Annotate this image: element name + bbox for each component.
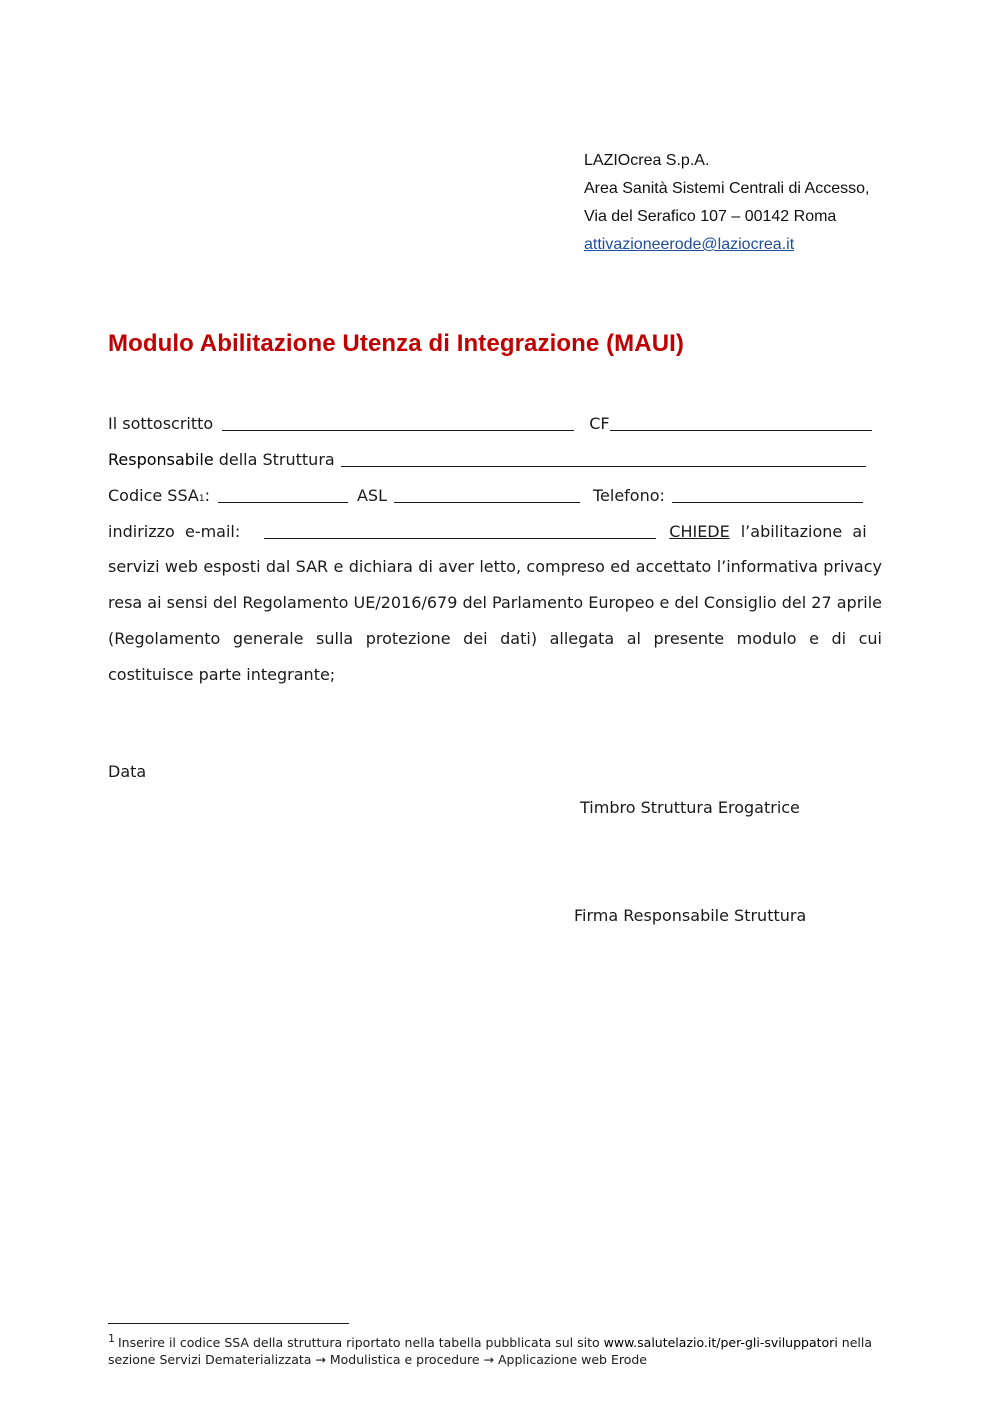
telefono-label: Telefono:: [592, 486, 665, 505]
cf-field[interactable]: [610, 414, 872, 431]
recipient-area: Area Sanità Sistemi Centrali di Accesso,: [584, 180, 870, 197]
recipient-street: Via del Serafico 107 – 00142 Roma: [584, 208, 837, 225]
signature-label: Firma Responsabile Struttura: [574, 906, 807, 925]
form-line-codes: Codice SSA 1 : ASL Telefono:: [108, 484, 882, 508]
codice-colon: :: [204, 486, 210, 505]
recipient-company: LAZIOcrea S.p.A.: [584, 152, 710, 169]
struttura-label: della Struttura: [218, 450, 335, 469]
email-label: indirizzo e-mail:: [108, 522, 241, 541]
chiede-label: CHIEDE: [669, 522, 730, 541]
email-field[interactable]: [264, 522, 656, 539]
asl-field[interactable]: [394, 486, 580, 503]
footnote-number: 1: [108, 1331, 115, 1345]
document-title: Modulo Abilitazione Utenza di Integrazione (MAUI): [108, 330, 684, 357]
footnote: [108, 1331, 888, 1368]
cf-label: CF: [589, 414, 610, 433]
stamp-label: Timbro Struttura Erogatrice: [580, 798, 800, 817]
struttura-field[interactable]: [341, 450, 866, 467]
footnote-text-b: nella sezione Servizi Dematerializzata → Modulistica e procedure → Applicazione web Erode: [108, 1335, 873, 1367]
sottoscritto-label: Il sottoscritto: [108, 414, 214, 433]
form-line-email: [108, 520, 882, 544]
recipient-email-link[interactable]: attivazioneerode@laziocrea.it: [584, 236, 795, 253]
footnote-text-a: Inserire il codice SSA della struttura riportato nella tabella pubblicata sul sito: [118, 1335, 600, 1350]
abilitazione-label: l’abilitazione ai: [740, 522, 867, 541]
data-label: Data: [108, 762, 147, 781]
form-line-name: [108, 412, 882, 436]
declaration-paragraph: servizi web esposti dal SAR e dichiara di aver letto, compreso ed accettato l’informativa privacy resa ai sensi del Regolamento UE/2016/679 del Parlamento Europeo e del Consiglio del 27 aprile (Regolamento generale sulla protezione dei dati) allegata al presente modulo e di cui costituisce parte integrante;: [108, 557, 882, 684]
form-line-struttura: [108, 448, 882, 472]
name-field[interactable]: [222, 414, 574, 431]
asl-label: ASL: [356, 486, 387, 505]
recipient-address: [584, 147, 869, 259]
footnote-site-link[interactable]: www.salutelazio.it/per-gli-sviluppatori: [603, 1335, 838, 1350]
codice-ssa-label: Codice SSA: [108, 486, 199, 505]
footnote-separator: [108, 1323, 349, 1324]
telefono-field[interactable]: [672, 486, 863, 503]
responsabile-label: Responsabile: [108, 450, 214, 469]
codice-ssa-field[interactable]: [218, 486, 348, 503]
